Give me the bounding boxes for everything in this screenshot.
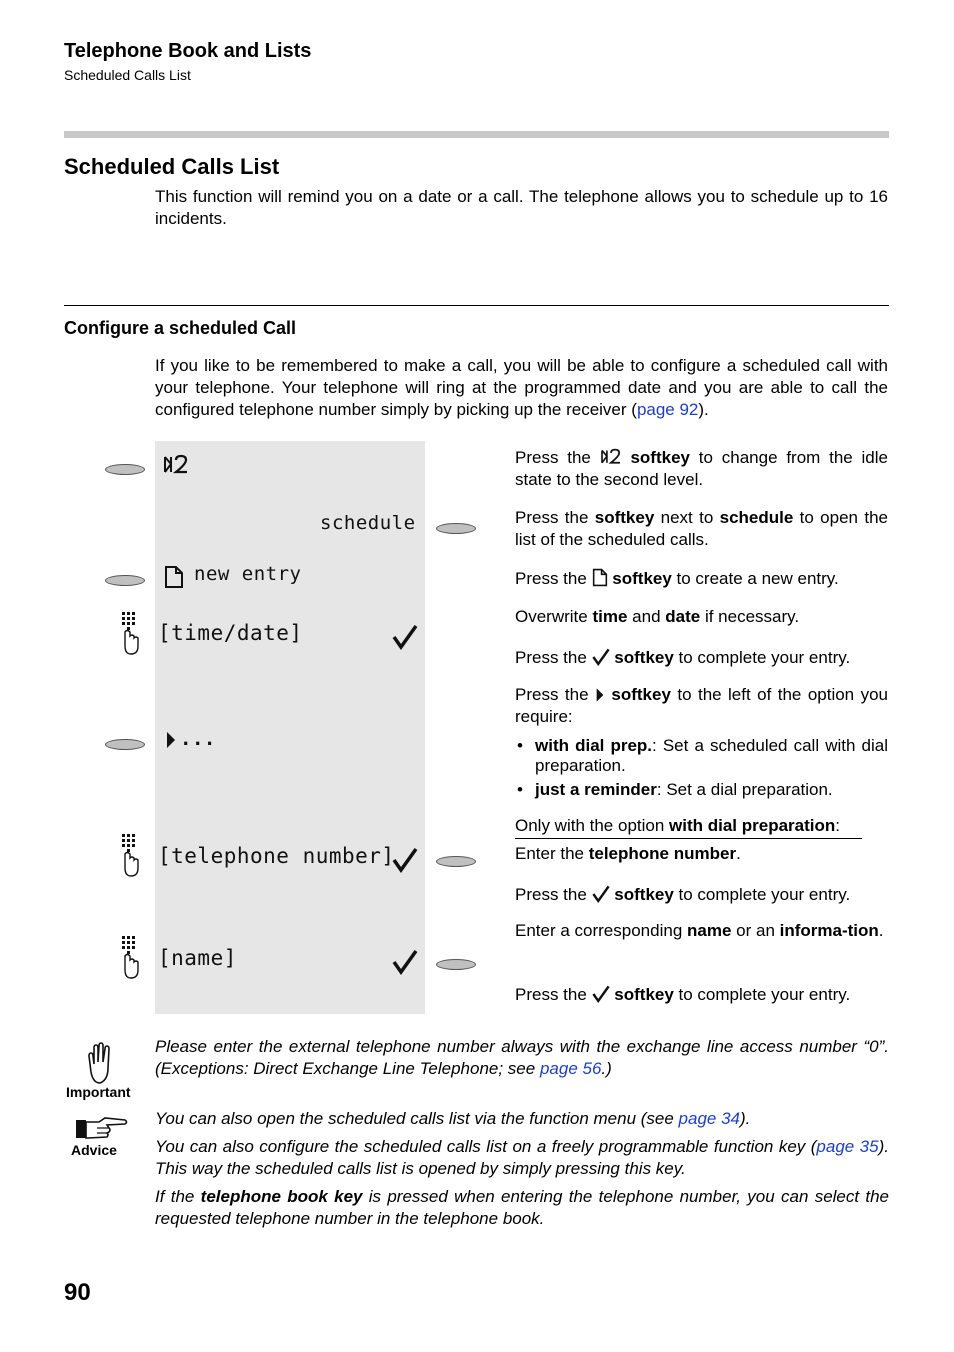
option-condition: Only with the option with dial preparation: [515,815,862,839]
step-8: Press the softkey to complete your entry. [515,885,851,904]
left-softkey-2[interactable] [105,575,145,586]
page-number: 90 [64,1279,91,1306]
left-softkey-1[interactable] [105,464,145,475]
display-new-entry: new entry [194,563,302,585]
advice-paragraph-3: If the telephone book key is pressed when entering the telephone number, you can select the requested telephone number in the telephone book. [155,1187,890,1228]
step-2: Press the softkey next to schedule to open the list of the scheduled calls. [515,508,888,549]
step-3: Press the softkey to create a new entry. [515,569,839,588]
right-softkey-1[interactable] [436,523,476,534]
check-icon [592,648,610,666]
page-link[interactable]: page 56 [539,1059,602,1078]
check-icon [592,885,610,903]
advice-paragraph-2: You can also configure the scheduled calls list on a freely programmable function key (page 35). This way the scheduled calls list is opened by simply pressing this key. [155,1137,889,1178]
keypad-icon [116,834,142,878]
header-subtitle: Scheduled Calls List [64,67,191,83]
new-entry-icon [164,565,184,589]
important-note: Please enter the external telephone number always with the exchange line access number “0”. (Exceptions: Direct Exchange Line Telephone; see page 56.) [155,1037,889,1078]
subsection-divider [64,305,889,306]
step-5: Press the softkey to complete your entry. [515,648,851,667]
left-softkey-3[interactable] [105,739,145,750]
hand-stop-icon [83,1042,115,1086]
page-link[interactable]: page 34 [678,1109,740,1128]
option-bullet-1: • with dial prep.: Set a scheduled call with dial preparation. [517,736,888,775]
display-schedule: schedule [320,512,416,534]
new-entry-icon [592,568,608,587]
display-telephone-number: [telephone number] [158,844,395,868]
section-divider [64,131,889,138]
step-1: Press the softkey to change from the idle state to the second level. [515,448,888,489]
right-softkey-3[interactable] [436,959,476,970]
option-bullet-2: • just a reminder: Set a dial preparation. [517,780,833,799]
page-link[interactable]: page 35 [816,1137,879,1156]
section-title: Scheduled Calls List [64,154,280,179]
shift-level-icon [163,454,189,476]
step-9: Enter a corresponding name or an informa-tion. [515,921,884,940]
step-7: Enter the telephone number. [515,844,741,863]
arrow-right-icon [165,731,177,749]
right-softkey-2[interactable] [436,856,476,867]
advice-paragraph-1: You can also open the scheduled calls list via the function menu (see page 34). [155,1109,751,1128]
header-title: Telephone Book and Lists [64,40,312,62]
step-4: Overwrite time and date if necessary. [515,607,800,626]
step-6: Press the softkey to the left of the option you require: [515,685,888,726]
check-icon [392,624,418,650]
advice-label: Advice [71,1142,117,1158]
check-icon [592,985,610,1003]
step-10: Press the softkey to complete your entry. [515,985,851,1004]
arrow-right-icon [595,687,605,703]
check-icon [392,949,418,975]
check-icon [392,847,418,873]
section-intro: This function will remind you on a date or a call. The telephone allows you to schedule up to 16 incidents. [155,187,888,228]
display-name: [name] [158,946,237,970]
shift-level-icon [600,448,622,466]
page-link[interactable]: page 92 [636,400,699,419]
pointing-hand-icon [75,1116,129,1142]
display-time-date: [time/date] [158,621,303,645]
keypad-icon [116,612,142,656]
display-dots: ... [180,728,216,750]
subsection-intro: If you like to be remembered to make a call, you will be able to configure a scheduled call with your telephone. Your telephone will ring at the programmed date and you are able to call the configured telephone number simply by picking up the receiver (page 92). [155,356,888,419]
subsection-title: Configure a scheduled Call [64,318,297,338]
keypad-icon [116,936,142,980]
important-label: Important [66,1084,131,1100]
